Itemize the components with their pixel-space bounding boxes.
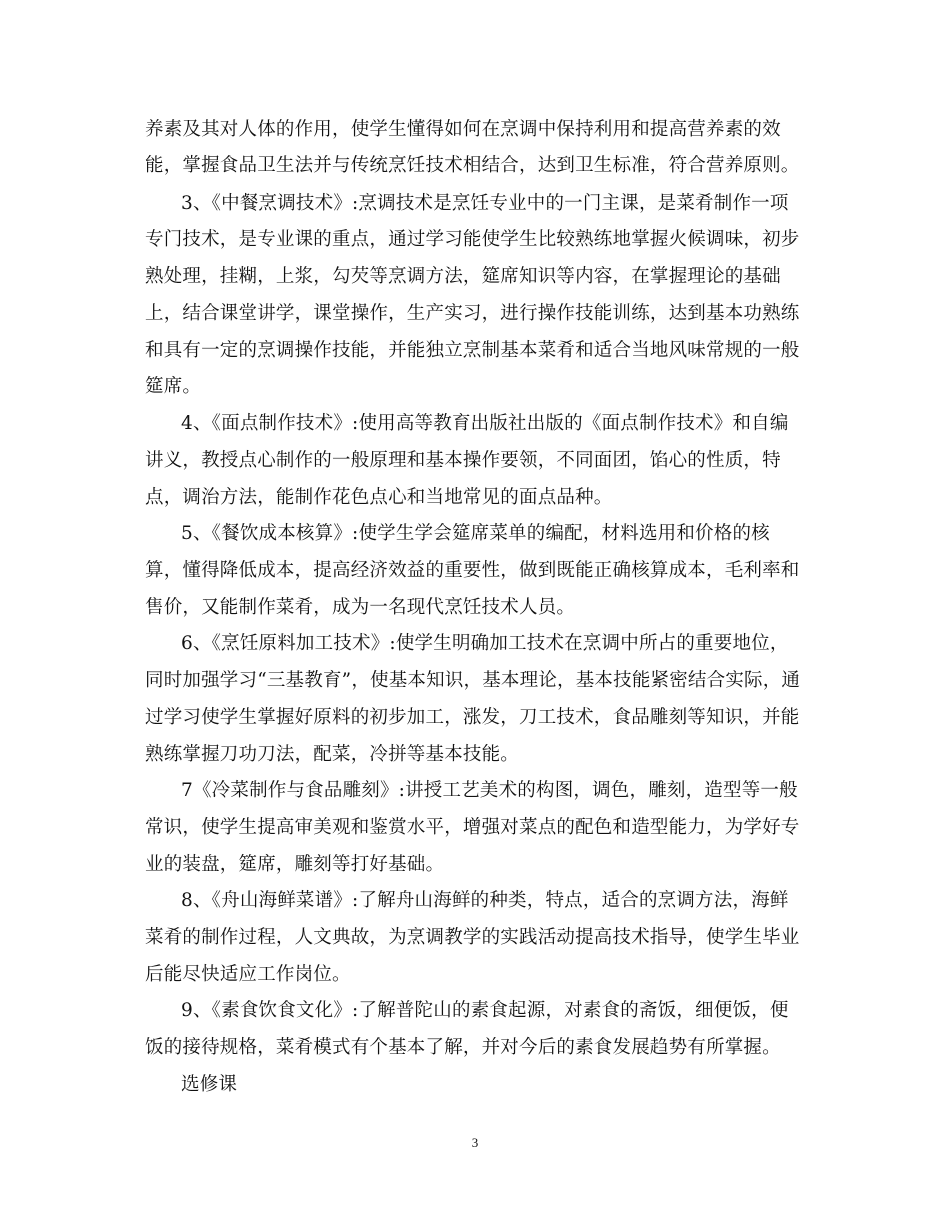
- text-line: 3、《中餐烹调技术》:烹调技术是烹饪专业中的一门主课，是菜肴制作一项: [181, 193, 789, 214]
- text-line: 点，调治方法，能制作花色点心和当地常见的面点品种。: [145, 487, 613, 508]
- text-line: 常识，使学生提高审美观和鉴赏水平，增强对菜点的配色和造型能力，为学好专: [145, 817, 800, 838]
- text-line: 6、《烹饪原料加工技术》:使学生明确加工技术在烹调中所占的重要地位，: [181, 633, 789, 654]
- text-line: 8、《舟山海鲜菜谱》:了解舟山海鲜的种类，特点，适合的烹调方法，海鲜: [181, 890, 789, 911]
- text-line: 上，结合课堂讲学，课堂操作，生产实习，进行操作技能训练，达到基本功熟练: [145, 303, 800, 324]
- text-line: 5、《餐饮成本核算》:使学生学会筵席菜单的编配，材料选用和价格的核: [181, 523, 770, 544]
- text-line: 7《冷菜制作与食品雕刻》:讲授工艺美术的构图，调色，雕刻，造型等一般: [181, 780, 798, 801]
- text-line: 筵席。: [145, 376, 202, 397]
- text-line: 菜肴的制作过程，人文典故，为烹调教学的实践活动提高技术指导，使学生毕业: [145, 927, 800, 948]
- text-line: 过学习使学生掌握好原料的初步加工，涨发，刀工技术，食品雕刻等知识，并能: [145, 707, 800, 728]
- text-line: 能，掌握食品卫生法并与传统烹饪技术相结合，达到卫生标准，符合营养原则。: [145, 155, 800, 176]
- text-line: 后能尽快适应工作岗位。: [145, 964, 351, 985]
- text-line: 讲义，教授点心制作的一般原理和基本操作要领，不同面团，馅心的性质，特: [145, 450, 781, 471]
- text-line: 售价，又能制作菜肴，成为一名现代烹饪技术人员。: [145, 597, 576, 618]
- text-line: 和具有一定的烹调操作技能，并能独立烹制基本菜肴和适合当地风味常规的一般: [145, 340, 800, 361]
- text-line: 算，懂得降低成本，提高经济效益的重要性，做到既能正确核算成本，毛利率和: [145, 560, 800, 581]
- text-line: 专门技术，是专业课的重点，通过学习能使学生比较熟练地掌握火候调味，初步: [145, 229, 800, 250]
- text-line: 业的装盘，筵席，雕刻等打好基础。: [145, 854, 445, 875]
- text-line: 熟处理，挂糊，上浆，勾芡等烹调方法，筵席知识等内容，在掌握理论的基础: [145, 266, 781, 287]
- text-line: 饭的接待规格，菜肴模式有个基本了解，并对今后的素食发展趋势有所掌握。: [145, 1037, 781, 1058]
- page-number: 3: [471, 1135, 479, 1150]
- text-line: 熟练掌握刀功刀法，配菜，冷拼等基本技能。: [145, 744, 520, 765]
- text-line: 4、《面点制作技术》:使用高等教育出版社出版的《面点制作技术》和自编: [181, 413, 789, 434]
- text-line: 同时加强学习“三基教育”，使基本知识，基本理论，基本技能紧密结合实际，通: [145, 670, 801, 691]
- text-line: 养素及其对人体的作用，使学生懂得如何在烹调中保持利用和提高营养素的效: [145, 119, 781, 140]
- text-line: 9、《素食饮食文化》:了解普陀山的素食起源，对素食的斋饭，细便饭，便: [181, 1000, 789, 1021]
- section-heading: 选修课: [181, 1074, 238, 1095]
